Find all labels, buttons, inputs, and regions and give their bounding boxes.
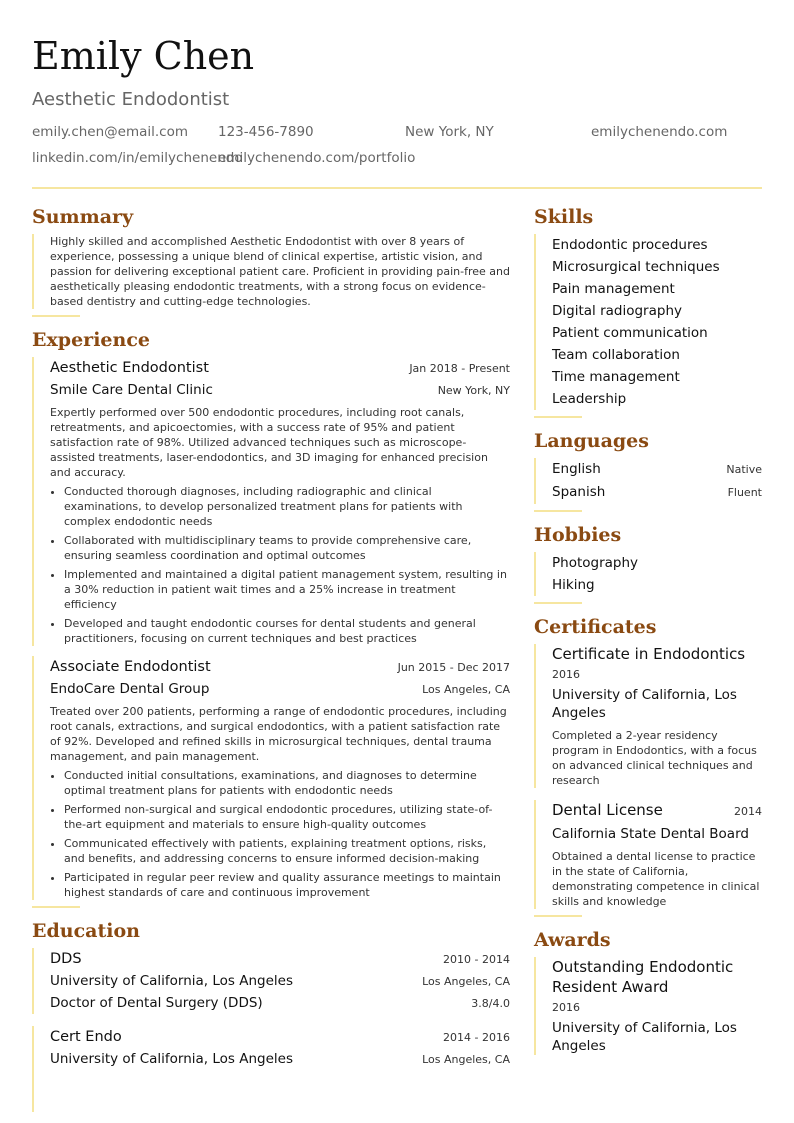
- certificate-year: 2014: [734, 805, 762, 818]
- award-item: [534, 957, 762, 1055]
- bullet-item: • Conducted thorough diagnoses, including radiographic and clinical examinations, to develop personalized treatment plans for patients with complex endodontic needs: [64, 484, 510, 529]
- skill-item: Patient communication: [552, 325, 708, 341]
- summary-heading: Summary: [32, 206, 134, 228]
- resume-header: [32, 30, 762, 176]
- experience-item: [32, 357, 510, 646]
- job-dates: Jan 2018 - Present: [409, 362, 510, 375]
- awards-heading: Awards: [534, 929, 611, 951]
- certificate-issuer: University of California, Los Angeles: [552, 687, 737, 721]
- skill-item: Endodontic procedures: [552, 237, 708, 253]
- school-location: Los Angeles, CA: [422, 975, 510, 988]
- hobby-item: Hiking: [552, 577, 595, 593]
- contact-info: [32, 124, 762, 176]
- bullet-item: • Developed and taught endodontic courses for dental students and general practitioners, focusing on current techniques and best practices: [64, 616, 510, 646]
- website-link[interactable]: emilychenendo.com: [591, 124, 728, 140]
- section-divider: [534, 510, 582, 512]
- school-name: University of California, Los Angeles: [50, 973, 294, 989]
- section-divider: [534, 915, 582, 917]
- bullet-item: • Conducted initial consultations, examinations, and diagnoses to determine optimal treatment plans for patients with endodontic needs: [64, 768, 510, 798]
- job-title: Aesthetic Endodontist: [32, 89, 230, 110]
- portfolio-link[interactable]: emilychenendo.com/portfolio: [218, 150, 416, 166]
- skills-section: [534, 234, 762, 410]
- job-bullets: [50, 484, 510, 646]
- bullet-item: • Participated in regular peer review and quality assurance meetings to maintain highest standards of care and continuous improvement: [64, 870, 510, 900]
- linkedin-link[interactable]: linkedin.com/in/emilychenendo: [32, 150, 243, 166]
- section-divider: [32, 315, 80, 317]
- right-column: [534, 204, 762, 1055]
- skill-item: Digital radiography: [552, 303, 682, 319]
- education-heading: Education: [32, 920, 140, 942]
- job-location: Los Angeles, CA: [422, 683, 510, 696]
- skill-item: Microsurgical techniques: [552, 259, 720, 275]
- hobbies-section: [534, 552, 762, 596]
- school-name: University of California, Los Angeles: [50, 1051, 294, 1067]
- award-year: 2016: [552, 1001, 580, 1014]
- experience-heading: Experience: [32, 329, 150, 351]
- language-level: Native: [726, 463, 762, 476]
- location: New York, NY: [405, 124, 494, 140]
- bullet-item: • Performed non-surgical and surgical endodontic procedures, utilizing state-of-the-art equipment and materials to ensure high-quality outcomes: [64, 802, 510, 832]
- job-bullets: [50, 768, 510, 900]
- language-item: [552, 481, 762, 504]
- left-column: [32, 204, 510, 1112]
- job-description: Expertly performed over 500 endodontic procedures, including root canals, retreatments, and apicoectomies, with a success rate of 95% and patient satisfaction rate of 98%. Utilized advanced techniques such as microscope-assisted treatments, laser-endodontics, and 3D imaging for enhanced precision and accuracy.: [50, 406, 488, 479]
- certificate-title: Dental License: [552, 801, 663, 819]
- certificate-title: Certificate in Endodontics: [552, 645, 746, 663]
- education-dates: 2014 - 2016: [443, 1031, 510, 1044]
- email-link[interactable]: emily.chen@email.com: [32, 124, 189, 140]
- degree: Cert Endo: [50, 1029, 122, 1045]
- degree: DDS: [50, 951, 82, 967]
- education-item: [32, 948, 510, 1014]
- skill-item: Leadership: [552, 391, 627, 407]
- job-dates: Jun 2015 - Dec 2017: [397, 661, 510, 674]
- bullet-item: • Implemented and maintained a digital patient management system, resulting in a 30% reduction in patient wait times and a 25% increase in treatment efficiency: [64, 567, 510, 612]
- job-role: Aesthetic Endodontist: [50, 360, 209, 376]
- language-item: [552, 458, 762, 481]
- section-divider: [534, 602, 582, 604]
- summary-text: Highly skilled and accomplished Aesthetic Endodontist with over 8 years of experience, possessing a unique blend of clinical expertise, artistic vision, and passion for delivering exceptional patient care. Proficient in providing pain-free and aesthetically pleasing endodontic treatments, with a strong focus on evidence-based dentistry and cutting-edge technologies.: [50, 235, 510, 308]
- hobbies-heading: Hobbies: [534, 524, 622, 546]
- certificate-year: 2016: [552, 668, 580, 681]
- bullet-item: • Collaborated with multidisciplinary teams to provide comprehensive care, ensuring seamless coordination and optimal outcomes: [64, 533, 510, 563]
- hobby-item: Photography: [552, 555, 639, 571]
- candidate-name: Emily Chen: [32, 34, 255, 78]
- summary-section: [32, 234, 510, 309]
- education-item: [32, 1026, 510, 1112]
- language-name: Spanish: [552, 484, 606, 500]
- job-role: Associate Endodontist: [50, 659, 211, 675]
- skills-heading: Skills: [534, 206, 594, 228]
- skill-item: Pain management: [552, 281, 675, 297]
- bullet-item: • Communicated effectively with patients, explaining treatment options, risks, and benefits, and addressing concerns to ensure informed decision-making: [64, 836, 510, 866]
- header-divider: [32, 187, 762, 189]
- languages-section: [534, 458, 762, 504]
- certificate-description: Completed a 2-year residency program in Endodontics, with a focus on advanced clinical techniques and research: [552, 729, 757, 787]
- phone-number: 123-456-7890: [218, 124, 314, 140]
- company-name: EndoCare Dental Group: [50, 681, 210, 697]
- languages-heading: Languages: [534, 430, 649, 452]
- experience-item: [32, 656, 510, 900]
- skill-item: Time management: [552, 369, 680, 385]
- degree-field: Doctor of Dental Surgery (DDS): [50, 995, 263, 1011]
- job-location: New York, NY: [437, 384, 510, 397]
- section-divider: [32, 906, 80, 908]
- section-divider: [534, 416, 582, 418]
- language-level: Fluent: [727, 486, 762, 499]
- school-location: Los Angeles, CA: [422, 1053, 510, 1066]
- certificates-heading: Certificates: [534, 616, 657, 638]
- language-name: English: [552, 461, 601, 477]
- certificate-description: Obtained a dental license to practice in the state of California, demonstrating competence in clinical skills and knowledge: [552, 850, 760, 908]
- education-dates: 2010 - 2014: [443, 953, 510, 966]
- certificate-issuer: California State Dental Board: [552, 826, 749, 842]
- gpa: 3.8/4.0: [471, 997, 510, 1010]
- job-description: Treated over 200 patients, performing a range of endodontic procedures, including root canals, extractions, and surgical endodontics, with a patient satisfaction rate of 92%. Developed and refined skills in microsurgical techniques, dental trauma management, and pain management.: [50, 705, 507, 763]
- skill-item: Team collaboration: [552, 347, 680, 363]
- company-name: Smile Care Dental Clinic: [50, 382, 213, 398]
- award-issuer: University of California, Los Angeles: [552, 1020, 737, 1054]
- certificate-item: [534, 644, 762, 788]
- certificate-item: [534, 800, 762, 909]
- award-title: Outstanding Endodontic Resident Award: [552, 958, 734, 996]
